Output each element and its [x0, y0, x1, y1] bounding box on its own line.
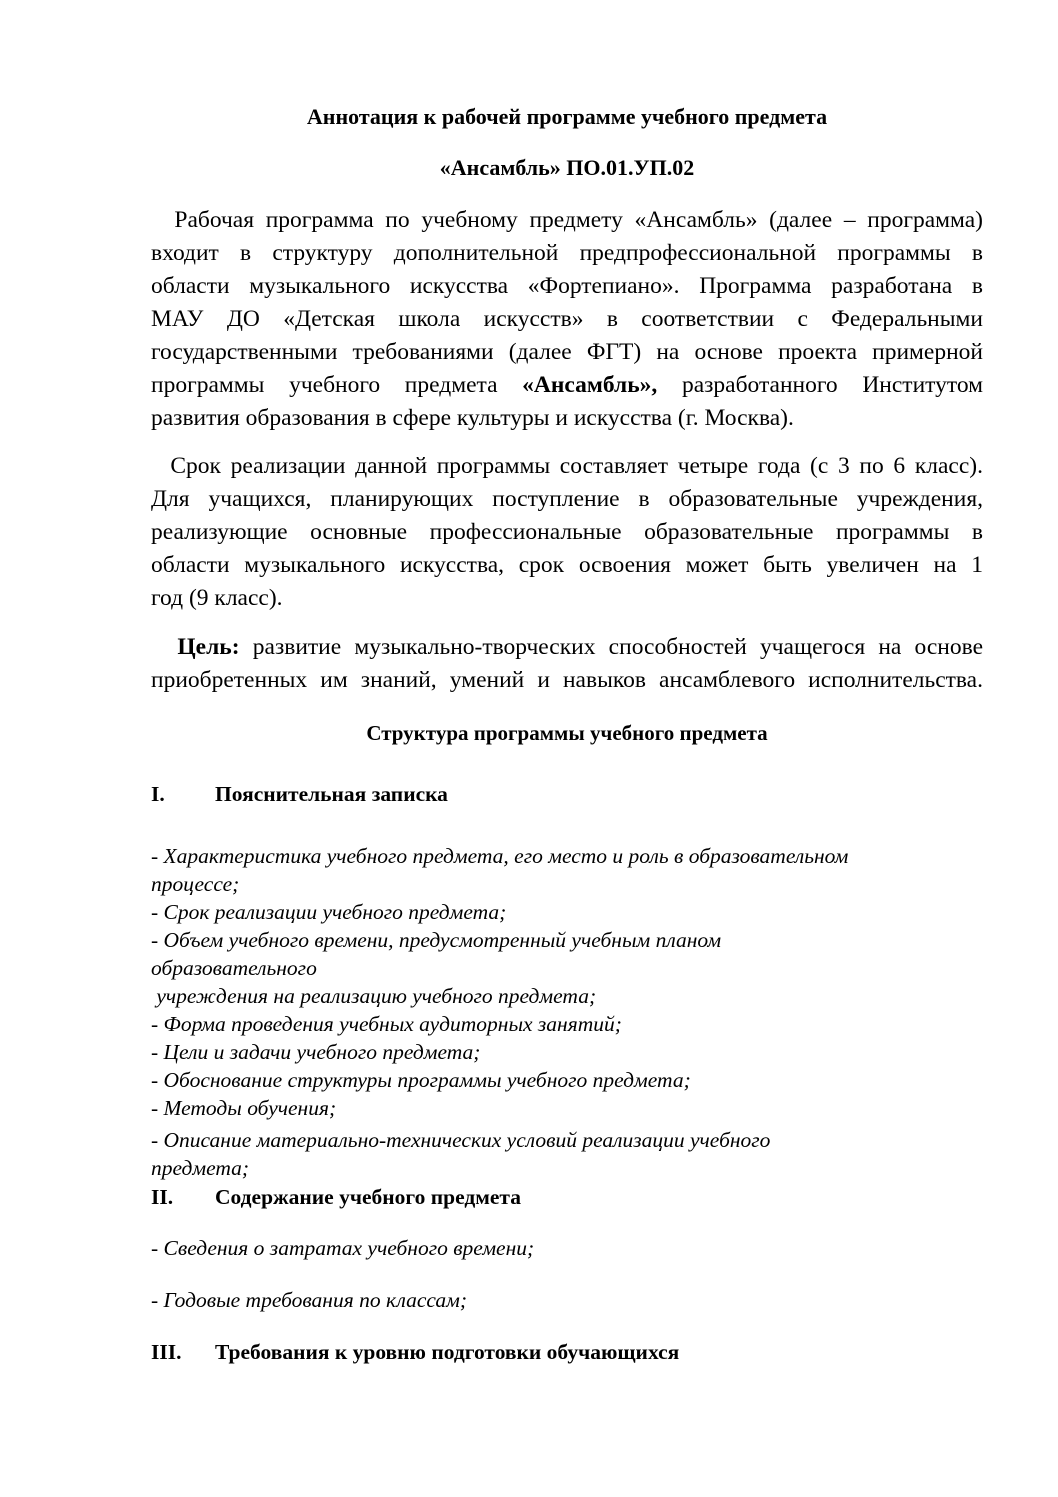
document-subtitle: «Ансамбль» ПО.01.УП.02 — [439, 155, 695, 180]
goal-label: Цель: — [177, 634, 240, 660]
list-item: предмета; — [151, 1156, 250, 1180]
structure-heading: Структура программы учебного предмета — [366, 721, 768, 745]
paragraph-line: развития образования в сфере культуры и искусства (г. Москва). — [151, 405, 794, 431]
paragraph-program-description — [151, 204, 983, 435]
paragraph-bold-text: «Ансамбль», — [522, 372, 658, 398]
list-item: - Годовые требования по классам; — [151, 1288, 468, 1312]
section-heading-3 — [151, 1339, 679, 1365]
paragraph-line: области музыкального искусства «Фортепиано». Программа разработана в — [151, 273, 983, 299]
paragraph-line: Срок реализации данной программы составляет четыре года (с 3 по 6 класс). — [151, 453, 983, 479]
paragraph-line: реализующие основные профессиональные образовательные программы в — [151, 519, 983, 545]
list-item: образовательного — [151, 956, 317, 980]
paragraph-line: входит в структуру дополнительной предпрофессиональной программы в — [151, 240, 983, 266]
list-item: - Цели и задачи учебного предмета; — [151, 1040, 481, 1064]
paragraph-goal — [151, 631, 983, 697]
list-item: - Срок реализации учебного предмета; — [151, 900, 507, 924]
paragraph-line: год (9 класс). — [151, 585, 283, 611]
paragraph-line: государственными требованиями (далее ФГТ) на основе проекта примерной — [151, 339, 983, 365]
paragraph-line: области музыкального искусства, срок освоения может быть увеличен на 1 — [151, 552, 983, 578]
list-item: процессе; — [151, 872, 240, 896]
paragraph-line: Для учащихся, планирующих поступление в образовательные учреждения, — [151, 486, 983, 512]
document-title: Аннотация к рабочей программе учебного предмета — [306, 104, 828, 129]
list-item: учреждения на реализацию учебного предмета; — [151, 984, 597, 1008]
paragraph-text: программы учебного предмета — [151, 372, 523, 398]
list-item: - Обоснование структуры программы учебного предмета; — [151, 1068, 691, 1092]
paragraph-text: разработанного Институтом — [657, 372, 983, 398]
list-item: - Сведения о затратах учебного времени; — [151, 1236, 535, 1260]
section-heading-1 — [151, 781, 448, 807]
section-number: III. — [151, 1340, 182, 1364]
section-title: Пояснительная записка — [215, 782, 448, 806]
section-heading-2 — [151, 1184, 521, 1210]
section-title: Содержание учебного предмета — [215, 1185, 521, 1209]
section-title: Требования к уровню подготовки обучающихся — [215, 1340, 680, 1364]
section-number: I. — [151, 782, 165, 806]
paragraph-line: Рабочая программа по учебному предмету «Ансамбль» (далее – программа) — [151, 207, 983, 233]
paragraph-duration — [151, 450, 983, 615]
paragraph-line: МАУ ДО «Детская школа искусств» в соответствии с Федеральными — [151, 306, 983, 332]
list-item: - Объем учебного времени, предусмотренный учебным планом — [151, 928, 722, 952]
paragraph-line: приобретенных им знаний, умений и навыков ансамблевого исполнительства. — [151, 667, 983, 693]
paragraph-text: развитие музыкально-творческих способностей учащегося на основе — [239, 634, 984, 660]
list-item: - Методы обучения; — [151, 1096, 337, 1120]
paragraph-line — [151, 631, 983, 664]
list-item: - Описание материально-технических условий реализации учебного — [151, 1128, 771, 1152]
list-item: - Форма проведения учебных аудиторных занятий; — [151, 1012, 622, 1036]
list-item: - Характеристика учебного предмета, его место и роль в образовательном — [151, 844, 849, 868]
paragraph-line — [151, 369, 983, 402]
section-number: II. — [151, 1185, 174, 1209]
